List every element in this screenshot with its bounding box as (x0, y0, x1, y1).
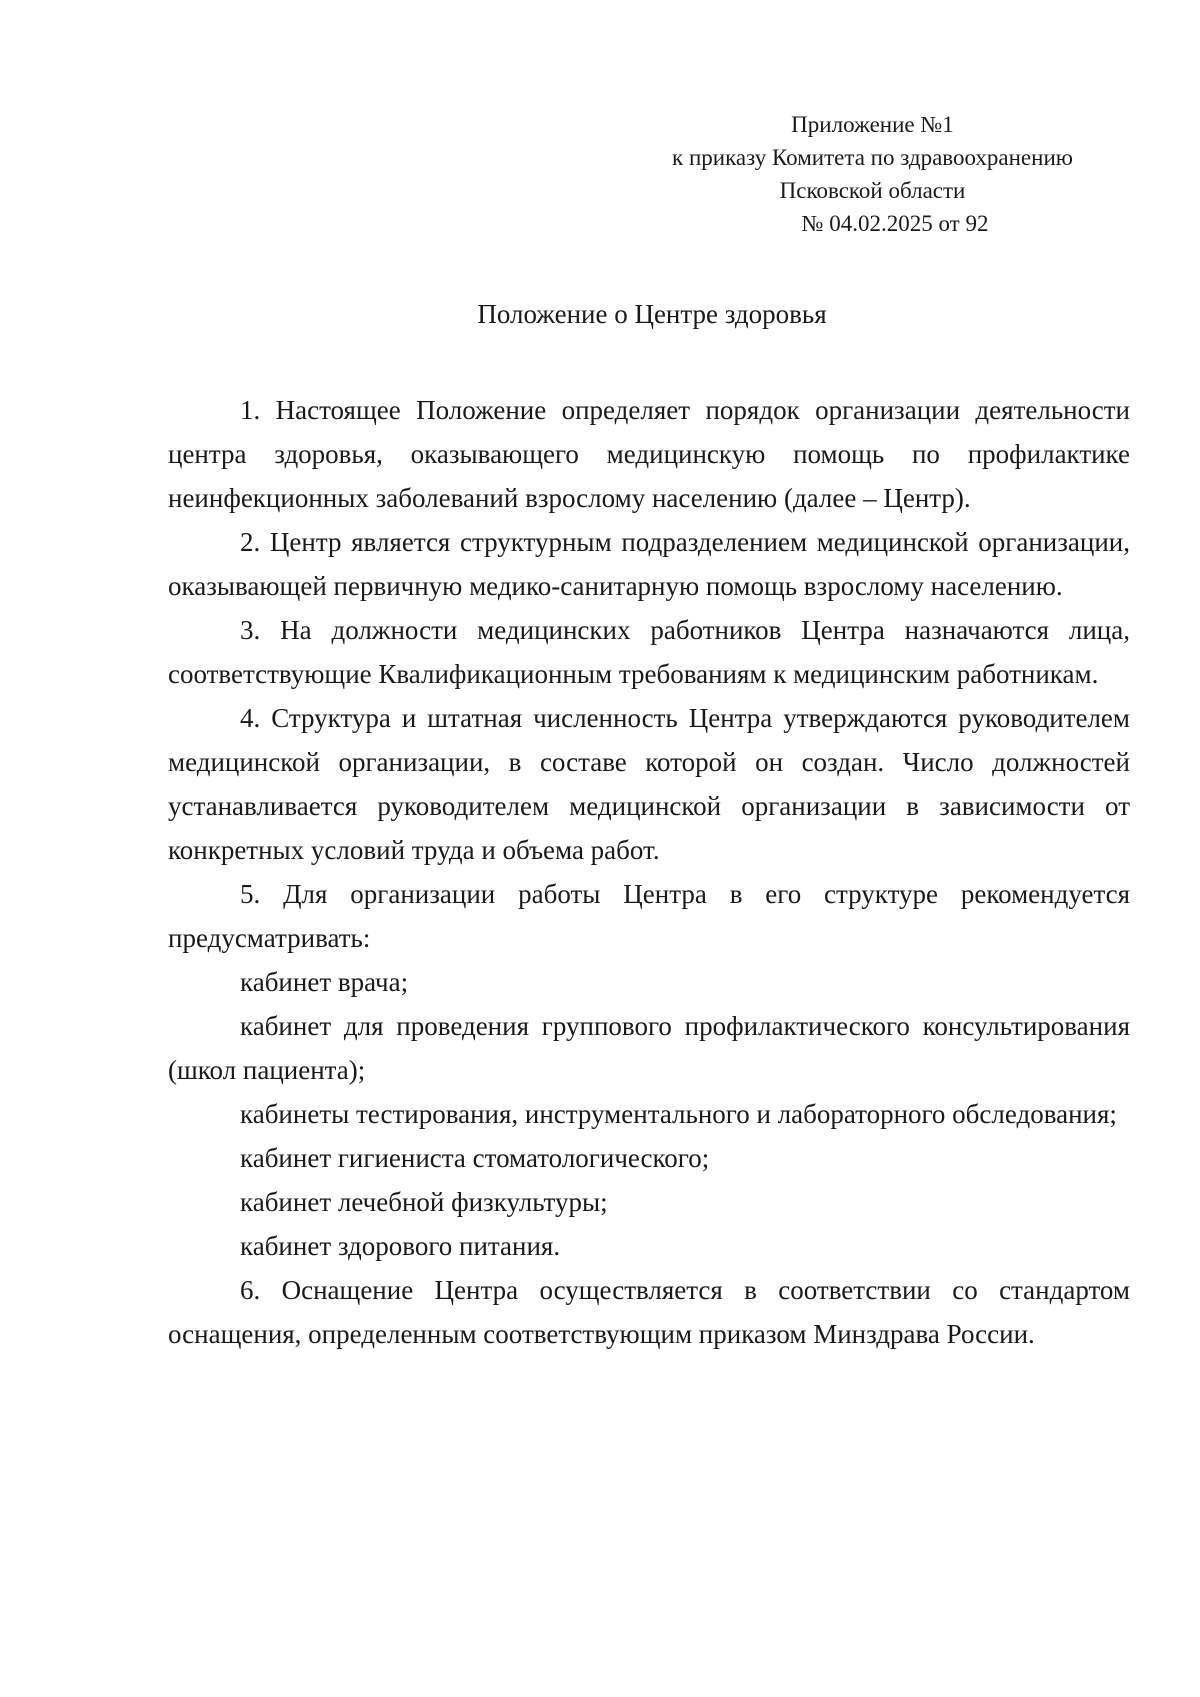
appendix-line-3: Псковской области (779, 178, 966, 203)
paragraph-1: 1. Настоящее Положение определяет порядок организации деятельности центра здоровья, оказывающего медицинскую помощь по профилактике неинфекционных заболеваний взрослому населению (далее – Центр). (168, 395, 1130, 513)
document-title: Положение о Центре здоровья (477, 299, 827, 329)
appendix-header (600, 108, 1145, 240)
appendix-line-4: № 04.02.2025 от 92 (801, 211, 989, 236)
paragraph-5: 5. Для организации работы Центра в его структуре рекомендуется предусматривать: (168, 879, 1130, 953)
list-item-5: кабинет лечебной физкультуры; (240, 1187, 608, 1217)
paragraph-6: 6. Оснащение Центра осуществляется в соответствии со стандартом оснащения, определенным соответствующим приказом Минздрава России. (168, 1275, 1130, 1349)
paragraph-3: 3. На должности медицинских работников Центра назначаются лица, соответствующие Квалификационным требованиям к медицинским работникам. (168, 615, 1130, 689)
document-body (168, 388, 1130, 1356)
list-item-6: кабинет здорового питания. (240, 1231, 561, 1261)
paragraph-2: 2. Центр является структурным подразделением медицинской организации, оказывающей первичную медико-санитарную помощь взрослому населению. (168, 527, 1130, 601)
appendix-line-1: Приложение №1 (791, 112, 954, 137)
list-item-2: кабинет для проведения группового профилактического консультирования (школ пациента); (168, 1011, 1130, 1085)
list-item-3: кабинеты тестирования, инструментального и лабораторного обследования; (240, 1099, 1117, 1129)
list-item-4: кабинет гигиениста стоматологического; (240, 1143, 710, 1173)
paragraph-4: 4. Структура и штатная численность Центра утверждаются руководителем медицинской организации, в составе которой он создан. Число должностей устанавливается руководителем медицинской организации в зависимости от конкретных условий труда и объема работ. (168, 703, 1130, 865)
list-item-1: кабинет врача; (240, 967, 409, 997)
appendix-line-2: к приказу Комитета по здравоохранению (672, 145, 1073, 170)
